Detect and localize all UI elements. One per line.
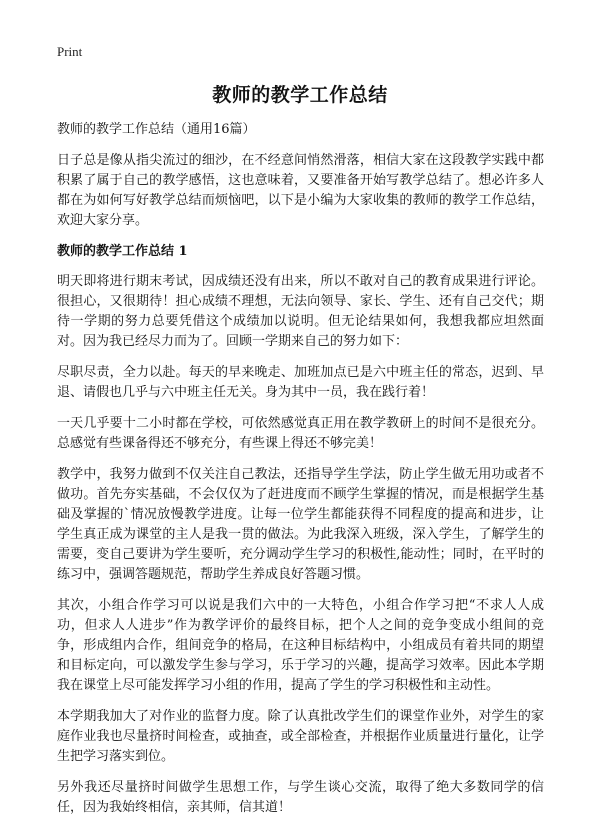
section-heading: 教师的教学工作总结 1 [57,244,188,259]
body-paragraph: 尽职尽责，全力以赴。每天的早来晚走、加班加点已是六中班主任的常态，迟到、早退、请假也几乎与六中班主任无关。身为其中一员，我在践行着！ [57,365,544,400]
article-subtitle: 教师的教学工作总结（通用16篇） [57,122,256,137]
article-body [57,120,544,829]
body-paragraph: 另外我还尽量挤时间做学生思想工作，与学生谈心交流，取得了绝大多数同学的信任，因为我始终相信，亲其师，信其道！ [57,780,544,815]
body-paragraph: 教学中，我努力做到不仅关注自己教法，还指导学生学法，防止学生做无用功或者不做功。首先夯实基础，不会仅仅为了赶进度而不顾学生掌握的情况，而是根据学生基础及掌握的`情况放慢教学进度。让每一位学生都能获得不同程度的提高和进步，让学生真正成为课堂的主人是我一贯的做法。为此我深入班级，深入学生，了解学生的需要，变自己要讲为学生要听，充分调动学生学习的积极性,能动性；同时，在平时的练习中，强调答题规范，帮助学生养成良好答题习惯。 [57,467,544,582]
body-paragraph: 明天即将进行期末考试，因成绩还没有出来，所以不敢对自己的教育成果进行评论。很担心，又很期待！担心成绩不理想，无法向领导、家长、学生、还有自己交代；期待一学期的努力总要凭借这个成绩加以说明。但无论结果如何，我想我都应坦然面对。因为我已经尽力而为了。回顾一学期来自己的努力如下： [57,274,544,349]
body-paragraph: 其次，小组合作学习可以说是我们六中的一大特色，小组合作学习把“不求人人成功，但求人人进步”作为教学评价的最终目标，把个人之间的竞争变成小组间的竞争，形成组内合作，组间竞争的格局，在这种目标结构中，小组成员有着共同的期望和目标定向，可以激发学生参与学习，乐于学习的兴趣，提高学习效率。因此本学期我在课堂上尽可能发挥学习小组的作用，提高了学生的学习积极性和主动性。 [57,598,544,693]
page-title: 教师的教学工作总结 [212,84,388,106]
body-paragraph: 一天几乎要十二小时都在学校，可依然感觉真正用在教学教研上的时间不是很充分。总感觉有些课备得还不够充分，有些课上得还不够完美！ [57,416,544,451]
intro-paragraph: 日子总是像从指尖流过的细沙，在不经意间悄然滑落，相信大家在这段教学实践中都积累了属于自己的教学感悟，这也意味着，又要准备开始写教学总结了。想必许多人都在为如何写好教学总结而烦恼吧，以下是小编为大家收集的教师的教学工作总结，欢迎大家分享。 [57,153,544,228]
print-link[interactable]: Print [57,44,83,59]
body-paragraph: 本学期我加大了对作业的监督力度。除了认真批改学生们的课堂作业外，对学生的家庭作业我也尽量挤时间检查，或抽查，或全部检查，并根据作业质量进行量化，让学生把学习落实到位。 [57,709,544,764]
